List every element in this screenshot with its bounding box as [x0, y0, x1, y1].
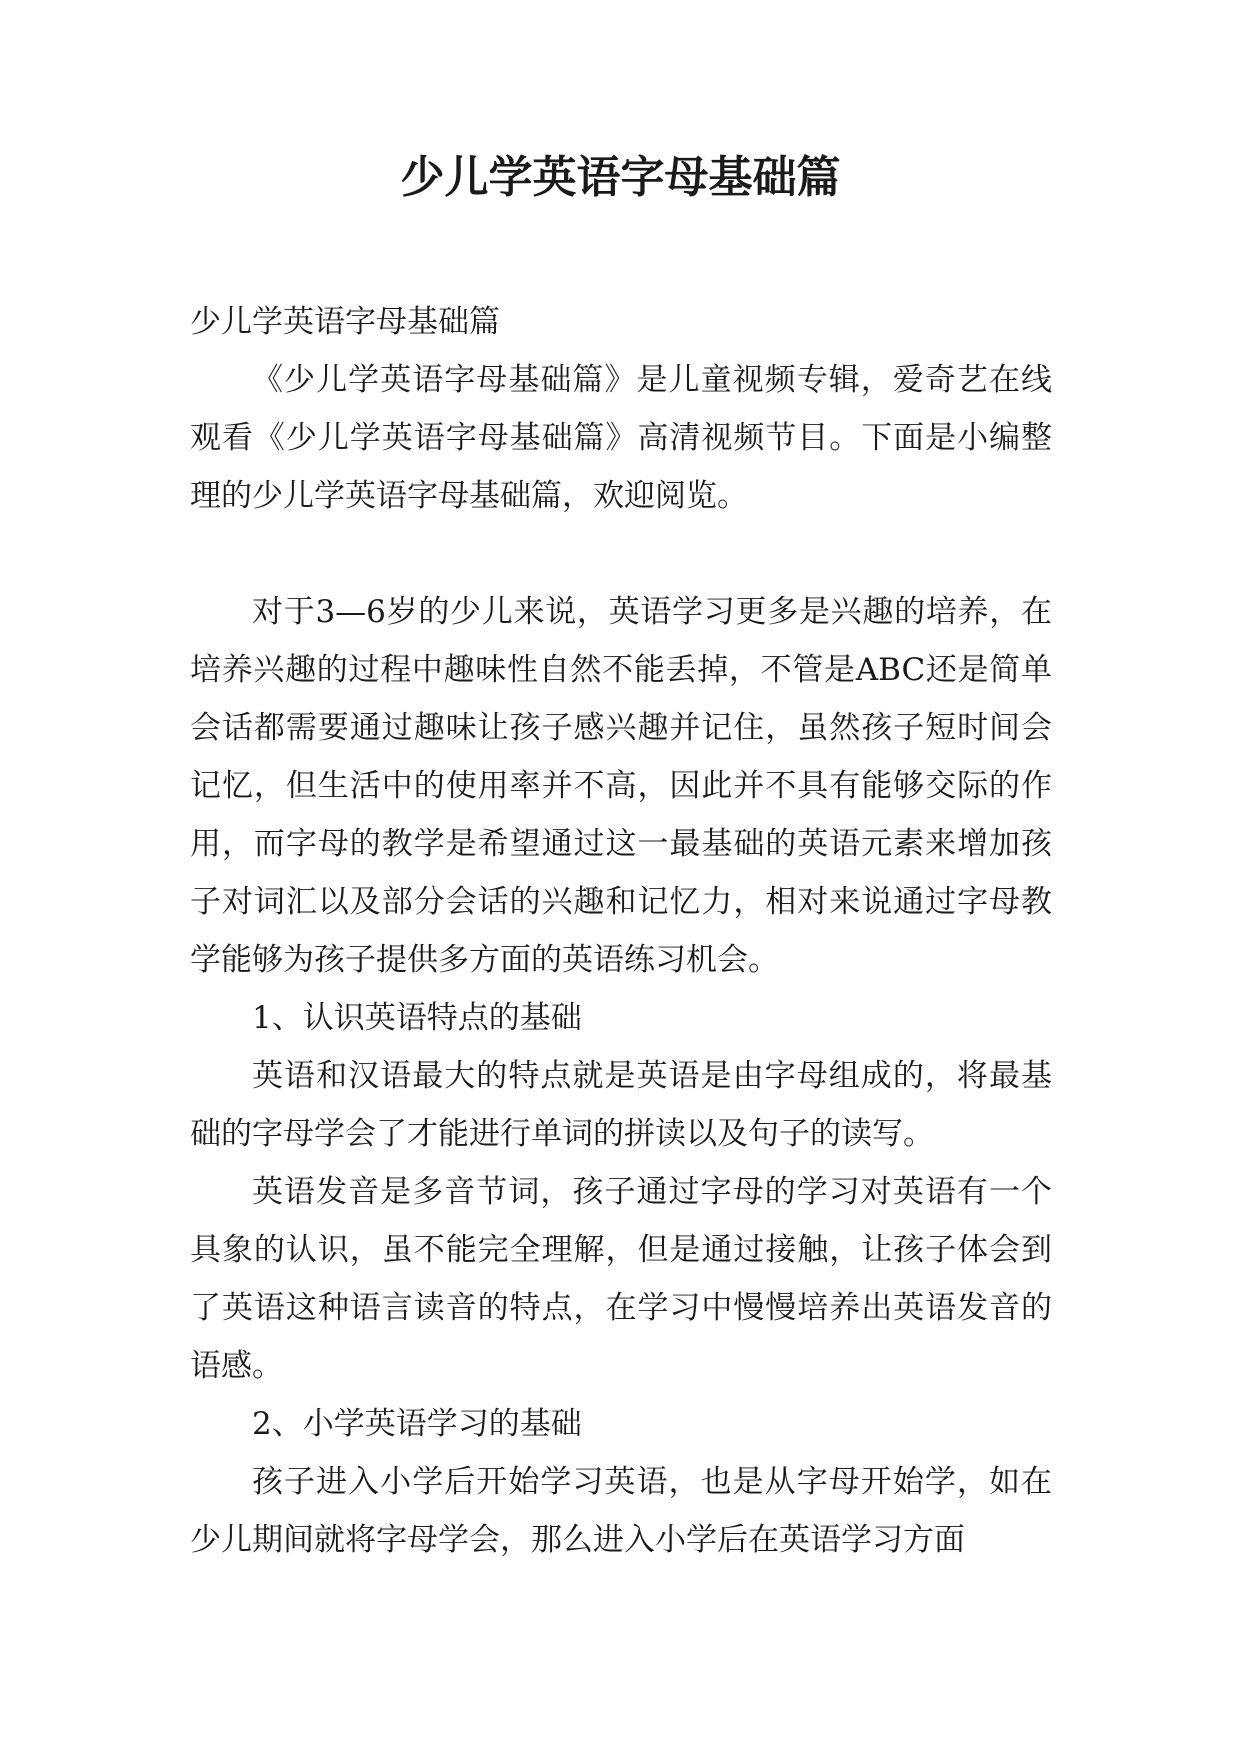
body-paragraph: 孩子进入小学后开始学习英语，也是从字母开始学，如在少儿期间就将字母学会，那么进入小学后在英语学习方面	[190, 1464, 1052, 1558]
document-title: 少儿学英语字母基础篇	[400, 152, 841, 203]
section-heading-2: 2、小学英语学习的基础	[252, 1406, 582, 1442]
body-paragraph: 对于3—6岁的少儿来说，英语学习更多是兴趣的培养，在培养兴趣的过程中趣味性自然不能丢掉，不管是ABC还是简单会话都需要通过趣味让孩子感兴趣并记住，虽然孩子短时间会记忆，但生活中的使用率并不高，因此并不具有能够交际的作用，而字母的教学是希望通过这一最基础的英语元素来增加孩子对词汇以及部分会话的兴趣和记忆力，相对来说通过字母教学能够为孩子提供多方面的英语练习机会。	[190, 594, 1052, 978]
body-paragraph: 英语和汉语最大的特点就是英语是由字母组成的，将最基础的字母学会了才能进行单词的拼读以及句子的读写。	[190, 1058, 1052, 1152]
body-paragraph: 英语发音是多音节词，孩子通过字母的学习对英语有一个具象的认识，虽不能完全理解，但是通过接触，让孩子体会到了英语这种语言读音的特点，在学习中慢慢培养出英语发音的语感。	[190, 1174, 1052, 1384]
subtitle-paragraph: 少儿学英语字母基础篇	[190, 304, 500, 340]
document-body	[190, 293, 1052, 1569]
blank-line	[190, 525, 1052, 583]
section-heading-1: 1、认识英语特点的基础	[252, 1000, 582, 1036]
intro-paragraph: 《少儿学英语字母基础篇》是儿童视频专辑，爱奇艺在线观看《少儿学英语字母基础篇》高清视频节目。下面是小编整理的少儿学英语字母基础篇，欢迎阅览。	[190, 362, 1052, 514]
